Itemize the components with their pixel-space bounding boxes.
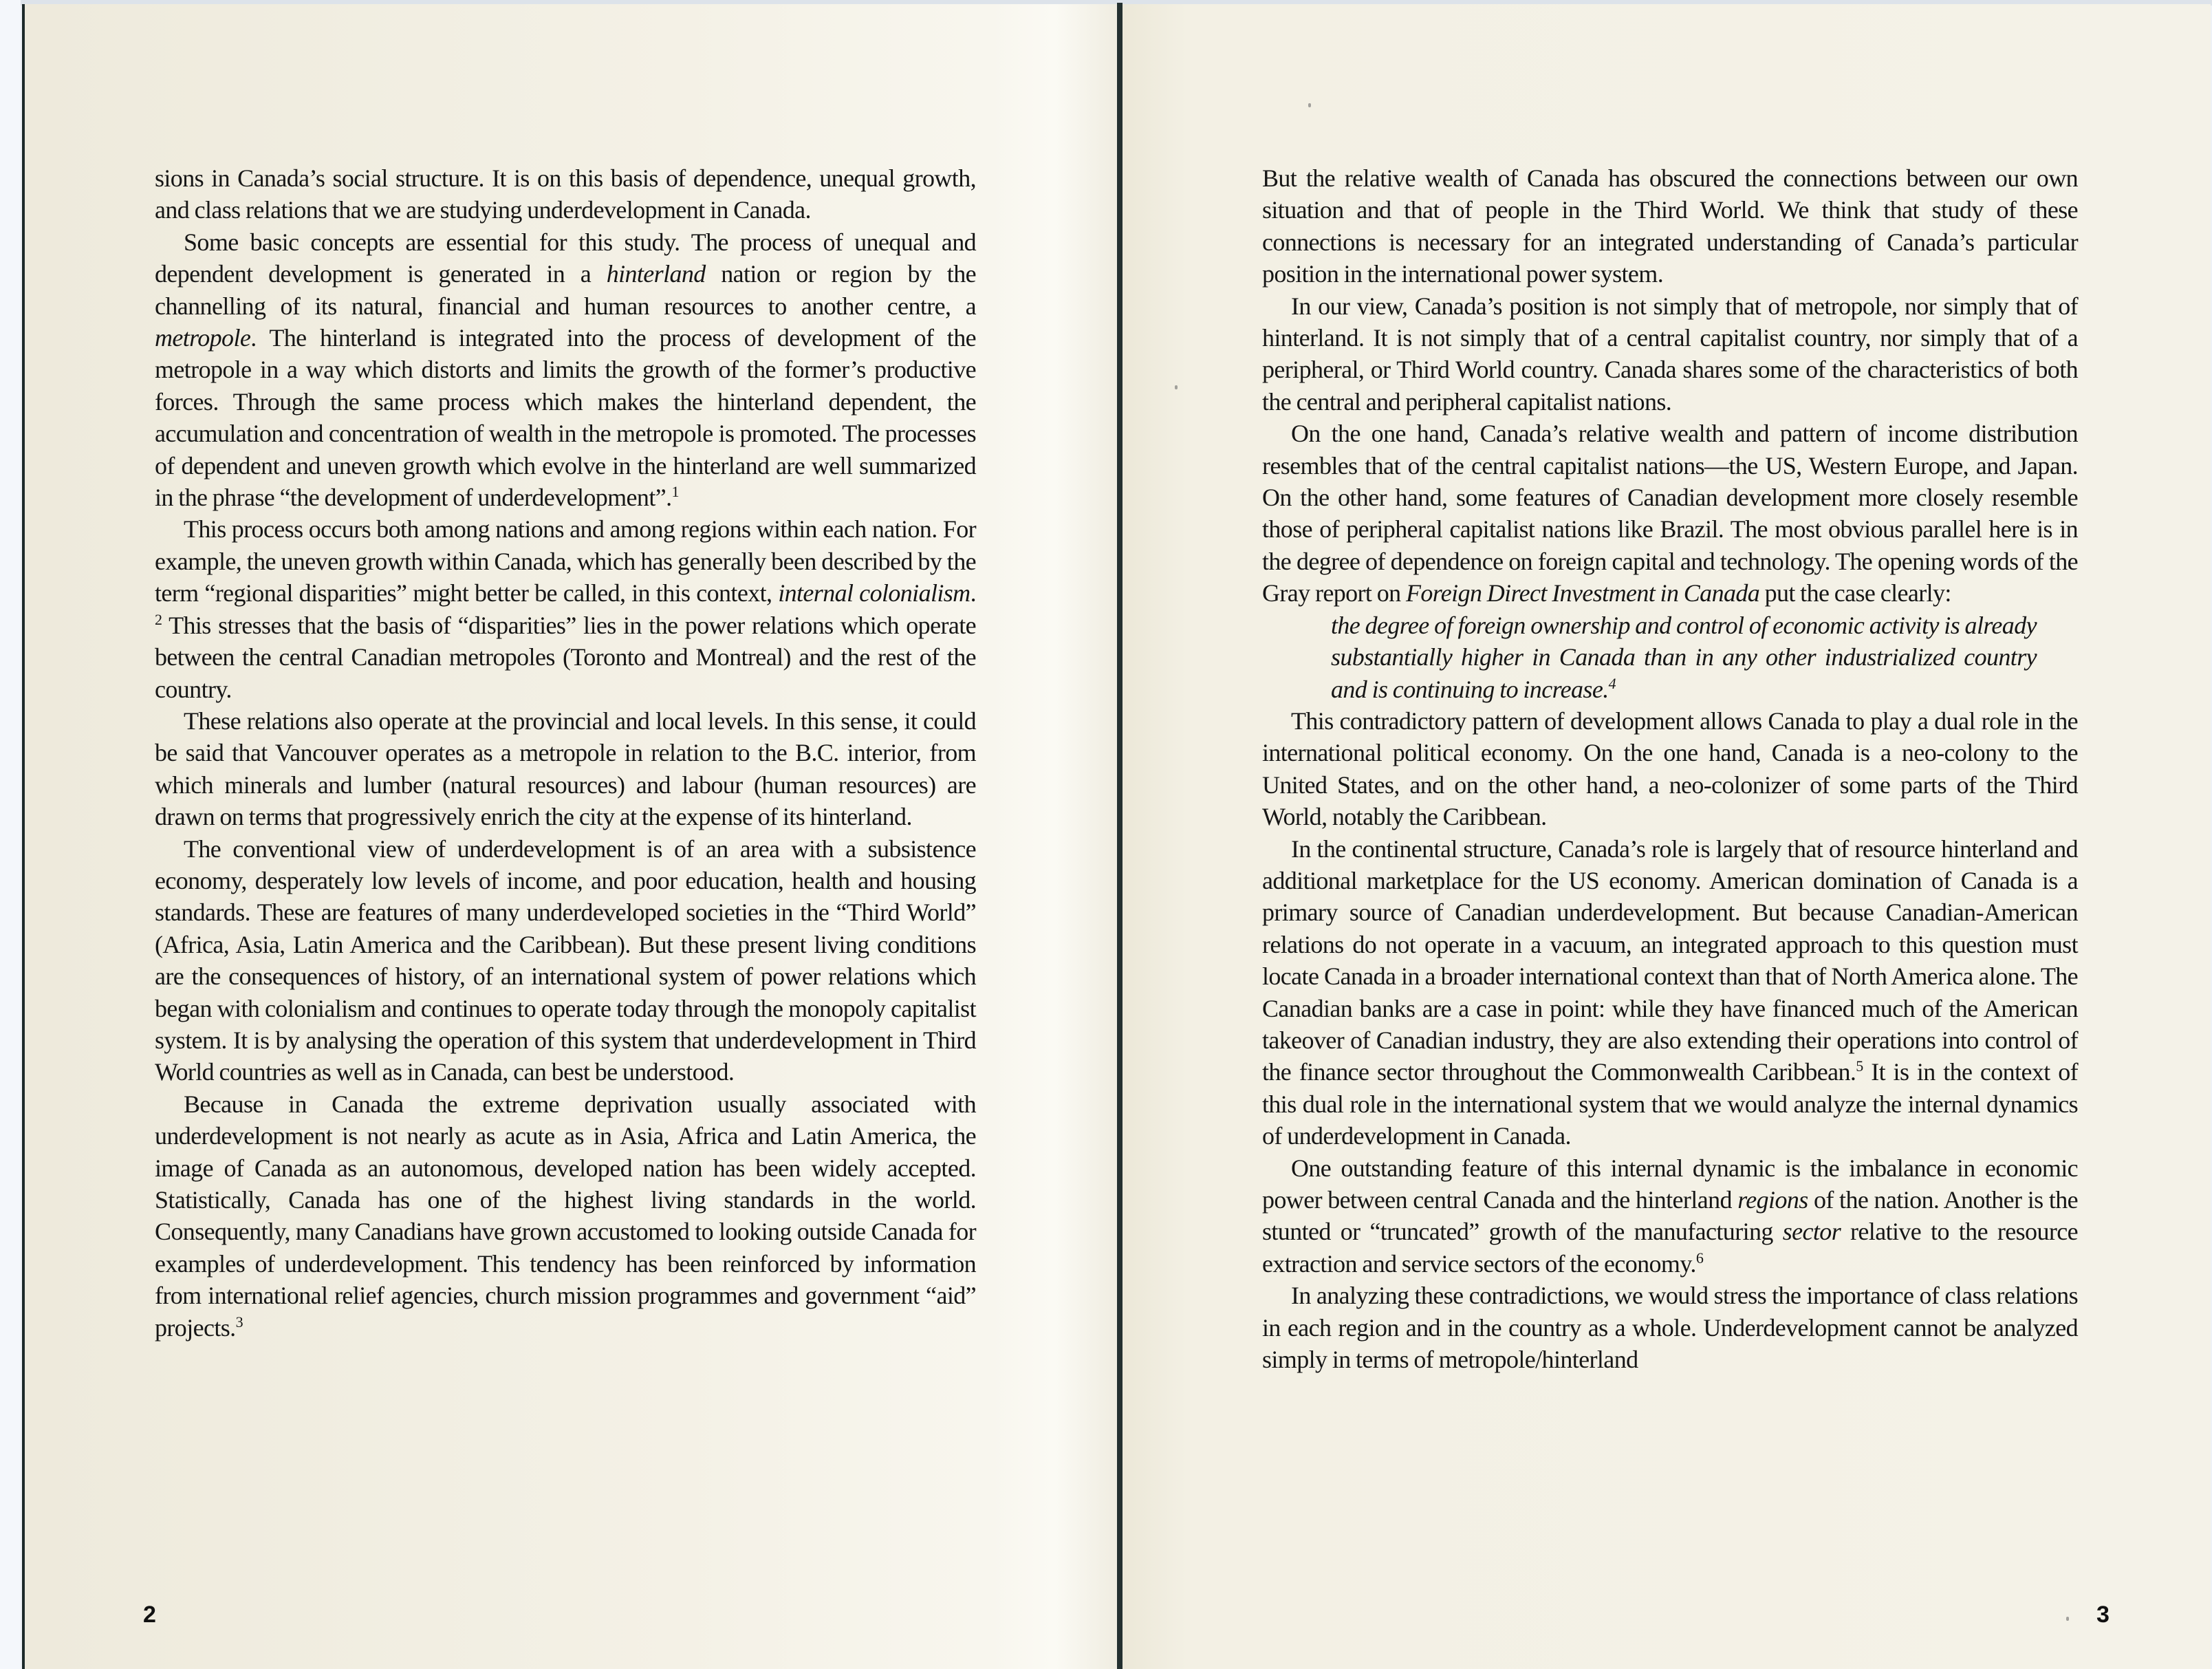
paragraph	[1262, 1280, 2078, 1375]
paragraph	[1262, 833, 2078, 1152]
left-page-text-column	[155, 162, 976, 1344]
page-number-right: 3	[2096, 1602, 2110, 1628]
text-run: . The hinterland is integrated into the process of development of the metropole in a way which distorts and limits the growth of the former’s productive forces. Through the same process which makes the hinterland dependent, the accumulation and concentration of wealth in the metropole is promoted. The processes of dependent and uneven growth which evolve in the hinterland are well summarized in the phrase “the development of underdevelopment”.	[155, 324, 976, 512]
scan-left-margin	[0, 0, 21, 1669]
paragraph	[155, 226, 976, 514]
text-run: nation or region by the channelling of its natural, financial and human resources to another centre, a	[155, 260, 976, 320]
text-run: In the continental structure, Canada’s role is largely that of resource hinterland and additional marketplace for the US economy. American domination of Canada is a primary source of Canadian underdevelopment. But because Canadian-American relations do not operate in a vacuum, an integrated approach to this question must locate Canada in a broader international context than that of North America alone. The Canadian banks are a case in point: while they have financed much of the American takeover of Canadian industry, they are also extending their operations into control of the finance sector throughout the Commonwealth Caribbean.	[1262, 834, 2078, 1086]
text-run: sions in Canada’s social structure. It is on this basis of dependence, unequal growth, and class relations that we are studying underdevelopment in Canada.	[155, 164, 976, 224]
text-run: One outstanding feature of this internal dynamic is the imbalance in economic power between central Canada and the hinterland	[1262, 1154, 2078, 1214]
paragraph	[155, 513, 976, 704]
paragraph	[155, 705, 976, 833]
text-run: of the nation. Another is the stunted or “truncated” growth of the manufacturing	[1262, 1186, 2078, 1246]
block-quote	[1331, 610, 2037, 705]
footnote-ref: 2	[155, 610, 162, 628]
text-run: Because in Canada the extreme deprivation usually associated with underdevelopment is not nearly as acute as in Asia, Africa and Latin America, the image of Canada as an autonomous, developed nation has been widely accepted. Statistically, Canada has one of the highest living standards in the world. Consequently, many Canadians have grown accustomed to looking outside Canada for examples of underdevelopment. This tendency has been reinforced by information from international relief agencies, church mission programmes and government “aid” projects.	[155, 1090, 976, 1342]
text-run: Some basic concepts are essential for this study. The process of unequal and dependent development is generated in a	[155, 228, 976, 288]
italic-text: internal colonialism	[778, 579, 971, 607]
italic-text: hinterland	[606, 260, 706, 288]
paragraph	[1262, 705, 2078, 833]
footnote-ref: 5	[1856, 1057, 1863, 1075]
footnote-ref: 1	[671, 483, 679, 501]
paper-speck	[1308, 103, 1311, 107]
text-run: the degree of foreign ownership and control of economic activity is already substantially higher in Canada than in any other industrialized country and is continuing to increase.	[1331, 611, 2037, 703]
text-run: These relations also operate at the provincial and local levels. In this sense, it could be said that Vancouver operates as a metropole in relation to the B.C. interior, from which minerals and lumber (natural resources) and labour (human resources) are drawn on terms that progressively enrich the city at the expense of its hinterland.	[155, 707, 976, 831]
text-run: .	[970, 579, 976, 607]
paper-speck	[1175, 385, 1178, 389]
footnote-ref: 3	[235, 1313, 243, 1331]
text-run: relative to the resource extraction and service sectors of the economy.	[1262, 1218, 2078, 1278]
right-page-text-column	[1262, 162, 2078, 1375]
footnote-ref: 4	[1608, 674, 1616, 692]
paragraph	[155, 162, 976, 226]
italic-text: Foreign Direct Investment in Canada	[1405, 579, 1760, 607]
text-run: This contradictory pattern of development allows Canada to play a dual role in the international political economy. On the one hand, Canada is a neo-colony to the United States, and on the other hand, a neo-colonizer of some parts of the Third World, notably the Caribbean.	[1262, 707, 2078, 831]
text-run: This process occurs both among nations and among regions within each nation. For example, the uneven growth within Canada, which has generally been described by the term “regional disparities” might better be called, in this context,	[155, 515, 976, 607]
book-gutter	[1117, 3, 1123, 1669]
page-number-left: 2	[143, 1602, 156, 1628]
footnote-ref: 6	[1695, 1249, 1704, 1267]
paragraph	[155, 1088, 976, 1344]
paper-speck	[2066, 1617, 2069, 1621]
text-run: In analyzing these contradictions, we would stress the importance of class relations in each region and in the country as a whole. Underdevelopment cannot be analyzed simply in terms of metropole/hinterland	[1262, 1282, 2078, 1374]
text-run: But the relative wealth of Canada has obscured the connections between our own situation and that of people in the Third World. We think that study of these connections is necessary for an integrated understanding of Canada’s particular position in the international power system.	[1262, 164, 2078, 288]
text-run: On the one hand, Canada’s relative wealth and pattern of income distribution resembles that of the central capitalist nations—the US, Western Europe, and Japan. On the other hand, some features of Canadian development more closely resemble those of peripheral capitalist nations like Brazil. The most obvious parallel here is in the degree of dependence on foreign capital and technology. The opening words of the Gray report on	[1262, 420, 2078, 607]
paragraph	[1262, 290, 2078, 418]
paragraph	[155, 833, 976, 1088]
paragraph	[1262, 162, 2078, 290]
text-run: This stresses that the basis of “disparities” lies in the power relations which operate between the central Canadian metropoles (Toronto and Montreal) and the rest of the country.	[155, 611, 976, 703]
italic-text: regions	[1737, 1186, 1808, 1214]
paragraph	[1262, 1152, 2078, 1280]
text-run: put the case clearly:	[1759, 579, 1951, 607]
text-run: The conventional view of underdevelopment is of an area with a subsistence economy, desperately low levels of income, and poor education, health and housing standards. These are features of many underdeveloped societies in the “Third World” (Africa, Asia, Latin America and the Caribbean). But these present living conditions are the consequences of history, of an international system of power relations which began with colonialism and continues to operate today through the monopoly capitalist system. It is by analysing the operation of this system that underdevelopment in Third World countries as well as in Canada, can best be understood.	[155, 834, 976, 1086]
text-run: In our view, Canada’s position is not simply that of metropole, nor simply that of hinterland. It is not simply that of a central capitalist country, nor simply that of a peripheral, or Third World country. Canada shares some of the characteristics of both the central and peripheral capitalist nations.	[1262, 292, 2078, 416]
text-run: It is in the context of this dual role in the international system that we would analyze the internal dynamics of underdevelopment in Canada.	[1262, 1058, 2078, 1150]
paragraph	[1262, 418, 2078, 609]
italic-text: metropole	[155, 324, 251, 352]
italic-text: sector	[1782, 1218, 1841, 1246]
